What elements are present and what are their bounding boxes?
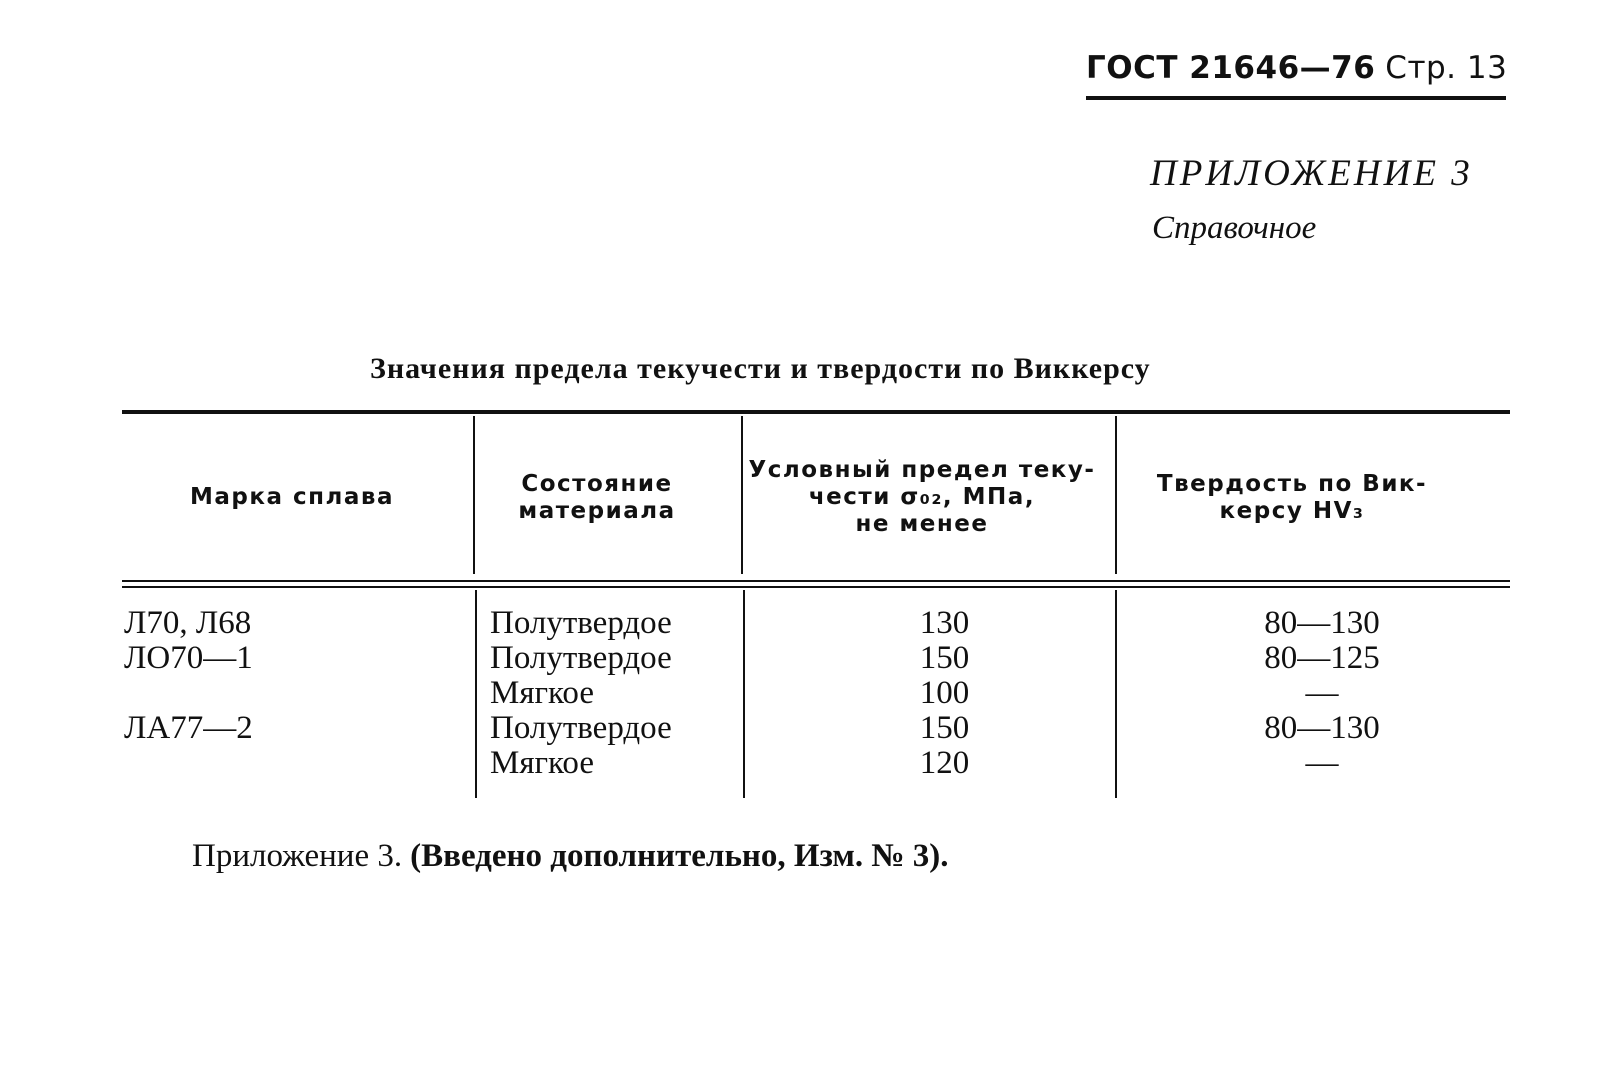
cell-alloy: ЛО70—1 — [124, 640, 253, 676]
footnote — [192, 838, 949, 875]
cell-alloy: Л70, Л68 — [124, 605, 252, 641]
column-header-line: Условный предел теку- — [748, 457, 1096, 483]
cell-hardness: 80—130 — [1264, 605, 1380, 641]
cell-hardness: — — [1305, 745, 1339, 781]
table-row — [122, 676, 1510, 711]
appendix-subtitle: Справочное — [1152, 210, 1317, 246]
cell-yield: 150 — [919, 640, 970, 676]
cell-yield: 100 — [919, 675, 970, 711]
table-row — [122, 746, 1510, 781]
column-header-hardness — [1112, 420, 1472, 575]
table-row — [122, 606, 1510, 641]
table-header-rule — [122, 580, 1510, 588]
column-header-line: материала — [518, 497, 676, 524]
column-header-line: Твердость по Вик- — [1156, 470, 1428, 497]
cell-hardness: 80—130 — [1264, 710, 1380, 746]
cell-yield: 120 — [919, 745, 970, 781]
table-row — [122, 641, 1510, 676]
footnote-prefix: Приложение 3. — [192, 838, 403, 874]
cell-state: Мягкое — [490, 675, 594, 711]
table-row — [122, 711, 1510, 746]
column-header-state — [462, 420, 732, 575]
cell-alloy: ЛА77—2 — [124, 710, 253, 746]
page-number: Стр. 13 — [1385, 50, 1508, 86]
table-top-rule — [122, 410, 1510, 414]
appendix-title: ПРИЛОЖЕНИЕ 3 — [1150, 153, 1473, 194]
table-title: Значения предела текучести и твердости по Виккерсу — [370, 352, 1151, 385]
column-divider — [473, 416, 475, 574]
cell-yield: 150 — [919, 710, 970, 746]
column-header-yield — [732, 420, 1112, 575]
column-header-alloy — [122, 420, 462, 575]
cell-state: Мягкое — [490, 745, 594, 781]
column-header-line: чести σ₀₂, МПа, — [808, 484, 1036, 510]
column-header-line: керсу HV₃ — [1219, 497, 1365, 524]
column-divider — [1115, 416, 1117, 574]
cell-hardness: — — [1305, 675, 1339, 711]
cell-hardness: 80—125 — [1264, 640, 1380, 676]
cell-state: Полутвердое — [490, 710, 672, 746]
column-divider — [741, 416, 743, 574]
page-header — [1086, 50, 1506, 100]
standard-number: ГОСТ 21646—76 — [1086, 50, 1376, 86]
column-header-line: не менее — [855, 511, 989, 537]
column-header-line: Марка сплава — [190, 484, 394, 510]
column-header-line: Состояние — [521, 470, 673, 497]
cell-state: Полутвердое — [490, 640, 672, 676]
cell-state: Полутвердое — [490, 605, 672, 641]
cell-yield: 130 — [919, 605, 970, 641]
footnote-note: (Введено дополнительно, Изм. № 3). — [410, 838, 949, 874]
